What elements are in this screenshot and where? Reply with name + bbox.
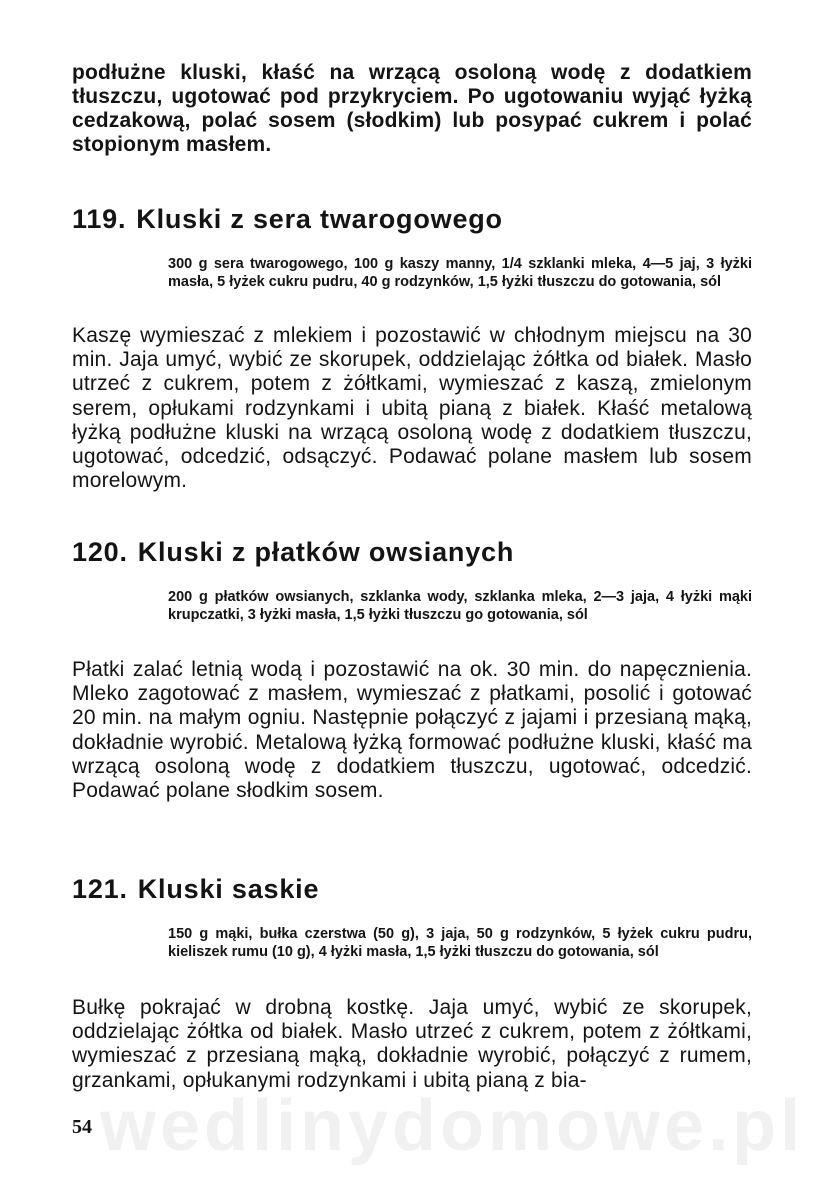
recipe-ingredients-121: 150 g mąki, bułka czerstwa (50 g), 3 jaja, 50 g rodzynków, 5 łyżek cukru pudru, kieliszek rumu (10 g), 4 łyżki masła, 1,5 łyżki tłuszczu do gotowania, sól — [168, 926, 752, 960]
recipe-method-119: Kaszę wymieszać z mlekiem i pozostawić w chłodnym miejscu na 30 min. Jaja umyć, wybić ze skorupek, oddzielając żółtka od białek. Masło utrzeć z cukrem, potem z żółtkami, wymieszać z kaszą, zmielonym serem, opłukami rodzynkami i ubitą pianą z białek. Kłaść metalową łyżką podłużne kluski na wrzącą osoloną wodę z dodatkiem tłuszczu, ugotować, odcedzić, odsączyć. Podawać polane masłem lub sosem morelowym. — [72, 324, 752, 493]
intro-paragraph: podłużne kluski, kłaść na wrzącą osoloną wodę z dodatkiem tłuszczu, ugotować pod przykryciem. Po ugotowaniu wyjąć łyżką cedzakową, polać sosem (słodkim) lub posypać cukrem i polać stopionym masłem. — [72, 61, 752, 156]
recipe-title-121 — [72, 873, 752, 905]
recipe-method-120: Płatki zalać letnią wodą i pozostawić na ok. 30 min. do napęcznienia. Mleko zagotować z masłem, wymieszać z płatkami, posolić i gotować 20 min. na małym ogniu. Następnie połączyć z jajami i przesianą mąką, dokładnie wyrobić. Metalową łyżką formować podłużne kluski, kłaść ma wrzącą osoloną wodę z dodatkiem tłuszczu, ugotować, odcedzić. Podawać polane słodkim sosem. — [72, 658, 752, 803]
recipe-ingredients-120: 200 g płatków owsianych, szklanka wody, szklanka mleka, 2—3 jaja, 4 łyżki mąki krupczatki, 3 łyżki masła, 1,5 łyżki tłuszczu go gotowania, sól — [168, 589, 752, 623]
recipe-title-120 — [72, 536, 752, 568]
recipe-number: 120. — [72, 537, 128, 567]
page-number: 54 — [72, 1116, 92, 1138]
recipe-title-text: Kluski saskie — [137, 874, 320, 904]
recipe-number: 119. — [72, 204, 127, 234]
recipe-title-119 — [72, 203, 752, 235]
recipe-method-121: Bułkę pokrajać w drobną kostkę. Jaja umyć, wybić ze skorupek, oddzielając żółtka od białek. Masło utrzeć z cukrem, potem z żółtkami, wymieszać z przesianą mąką, dokładnie wyrobić, połączyć z rumem, grzankami, opłukanymi rodzynkami i ubitą pianą z bia- — [72, 996, 752, 1092]
recipe-ingredients-119: 300 g sera twarogowego, 100 g kaszy manny, 1/4 szklanki mleka, 4—5 jaj, 3 łyżki masła, 5 łyżek cukru pudru, 40 g rodzynków, 1,5 łyżki tłuszczu do gotowania, sól — [168, 256, 752, 290]
recipe-number: 121. — [72, 874, 128, 904]
recipe-title-text: Kluski z sera twarogowego — [136, 204, 503, 234]
recipe-title-text: Kluski z płatków owsianych — [137, 537, 515, 567]
watermark: wedlinydomowe.pl — [100, 1086, 805, 1166]
